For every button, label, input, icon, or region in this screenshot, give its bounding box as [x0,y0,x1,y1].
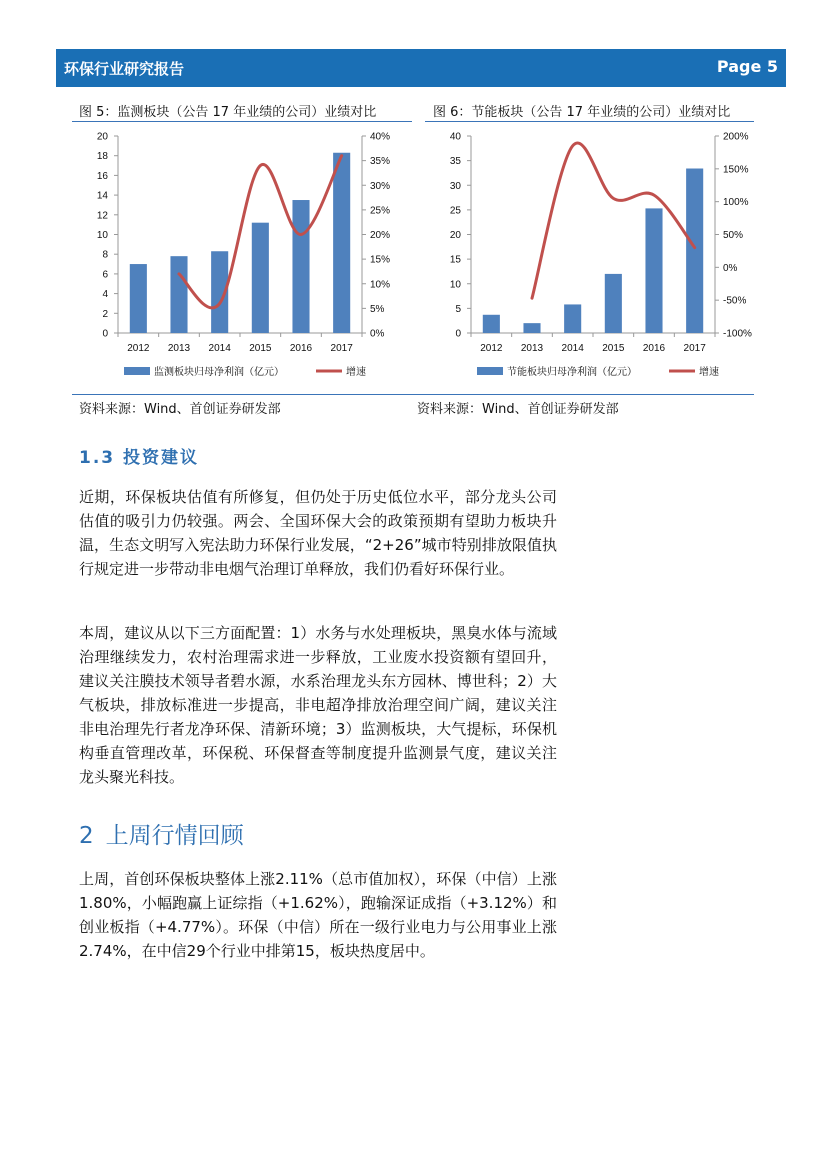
fig6-left-tick-label: 25 [449,205,461,217]
page-number: Page 5 [716,57,778,76]
fig5-caption: 图 5：监测板块（公告 17 年业绩的公司）业绩对比 [79,105,377,120]
fig5-legend-line-label: 增速 [346,367,366,378]
fig6-left-tick-label: 10 [449,279,461,291]
fig5-right-tick-label: 15% [370,254,391,266]
section-2-heading [79,817,244,850]
fig5-x-tick-label: 2017 [330,343,353,354]
fig5-left-tick-label: 12 [96,210,108,222]
fig5-x-tick-label: 2016 [289,343,313,354]
section-2-number: 2 [79,823,94,849]
fig6-legend-line-label: 增速 [699,367,719,378]
fig5-right-tick-label: 0% [370,328,385,340]
fig5-x-tick-label: 2013 [167,343,191,354]
fig5-right-tick-label: 40% [370,131,391,143]
fig6-right-tick-label: 100% [723,197,749,209]
fig5-right-tick-label: 20% [370,230,391,241]
fig6-legend-bar-swatch [477,367,503,375]
fig5-left-tick-label: 2 [102,308,108,320]
fig5-left-tick-label: 16 [96,170,108,182]
fig6-bar [564,304,581,333]
fig6-right-tick-label: -50% [723,295,747,307]
fig6-left-tick-label: 40 [449,131,461,143]
fig6-caption: 图 6：节能板块（公告 17 年业绩的公司）业绩对比 [433,105,731,120]
fig5-x-tick-label: 2014 [208,343,231,354]
fig5-legend-bar-label: 监测板块归母净利润（亿元） [154,367,284,378]
fig6-x-tick-label: 2016 [642,343,666,354]
fig6-right-tick-label: -100% [723,328,752,340]
fig5-left-tick-label: 20 [96,131,108,143]
fig5-bar [130,264,147,333]
fig6-x-tick-label: 2013 [520,343,544,354]
figures-bottom-rule [72,394,754,395]
fig6-right-tick-label: 200% [723,131,749,143]
fig5-legend-bar-swatch [124,367,150,375]
fig5-right-tick-label: 5% [370,303,385,315]
fig5-bar [170,256,187,333]
fig5-left-tick-label: 6 [102,269,108,281]
fig5-bar [292,200,309,333]
fig5-left-tick-label: 4 [102,289,108,301]
fig5-x-tick-label: 2015 [249,343,272,354]
fig6-bar [523,323,540,333]
fig6-bar [645,208,662,333]
fig6-left-tick-label: 5 [455,303,461,315]
fig6-x-tick-label: 2017 [683,343,706,354]
fig6-right-tick-label: 0% [723,262,738,274]
fig5-left-tick-label: 14 [96,190,108,202]
paragraph-outlook: 近期，环保板块估值有所修复，但仍处于历史低位水平，部分龙头公司估值的吸引力仍较强。两会、全国环保大会的政策预期有望助力板块升温，生态文明写入宪法助力环保行业发展，“2+26”城市特别排放限值执行规定进一步带动非电烟气治理订单释放，我们仍看好环保行业。 [79,488,557,578]
fig6-legend-bar-label: 节能板块归母净利润（亿元） [507,367,637,378]
fig5-right-tick-label: 10% [370,279,391,291]
fig6-right-tick-label: 50% [723,230,744,241]
section-2-title: 上周行情回顾 [105,823,244,849]
fig5-source: 资料来源：Wind、首创证券研发部 [79,402,281,417]
fig6-top-rule [425,121,754,122]
fig5-left-tick-label: 10 [96,230,108,241]
fig5-bar [252,223,269,333]
fig6-bar [686,169,703,333]
fig5-bar [333,153,350,333]
section-1-3-heading: 1.3 投资建议 [79,448,200,468]
fig6-x-tick-label: 2015 [602,343,625,354]
report-title: 环保行业研究报告 [64,60,185,78]
fig5-chart [72,124,412,390]
fig5-top-rule [72,121,412,122]
fig6-left-tick-label: 0 [455,328,461,340]
fig6-chart [425,124,765,390]
fig5-right-tick-label: 25% [370,205,391,217]
fig5-left-tick-label: 18 [96,151,108,163]
fig6-left-tick-label: 30 [449,180,461,192]
fig5-right-tick-label: 35% [370,156,391,168]
fig5-left-tick-label: 0 [102,328,108,340]
fig6-x-tick-label: 2012 [480,343,503,354]
paragraph-allocation: 本周，建议从以下三方面配置：1）水务与水处理板块，黑臭水体与流域治理继续发力，农村治理需求进一步释放，工业废水投资额有望回升，建议关注膜技术领导者碧水源，水系治理龙头东方园林、博世科；2）大气板块，排放标准进一步提高，非电超净排放治理空间广阔，建议关注非电治理先行者龙净环保、清新环境；3）监测板块，大气提标，环保机构垂直管理改革，环保税、环保督查等制度提升监测景气度，建议关注龙头聚光科技。 [79,624,557,786]
header-bar [56,49,786,87]
fig6-bar [483,315,500,333]
fig5-right-tick-label: 30% [370,180,391,192]
fig6-source: 资料来源：Wind、首创证券研发部 [417,402,619,417]
fig5-left-tick-label: 8 [102,249,108,261]
fig6-left-tick-label: 15 [449,254,461,266]
fig6-left-tick-label: 20 [449,230,461,241]
fig6-bar [605,274,622,333]
paragraph-market-review: 上周，首创环保板块整体上涨2.11%（总市值加权），环保（中信）上涨1.80%，小幅跑赢上证综指（+1.62%），跑输深证成指（+3.12%）和创业板指（+4.77%）。环保（中信）所在一级行业电力与公用事业上涨2.74%，在中信29个行业中排第15，板块热度居中。 [79,870,557,960]
fig6-x-tick-label: 2014 [561,343,584,354]
fig6-right-tick-label: 150% [723,164,749,176]
fig5-x-tick-label: 2012 [127,343,150,354]
fig6-left-tick-label: 35 [449,156,461,168]
